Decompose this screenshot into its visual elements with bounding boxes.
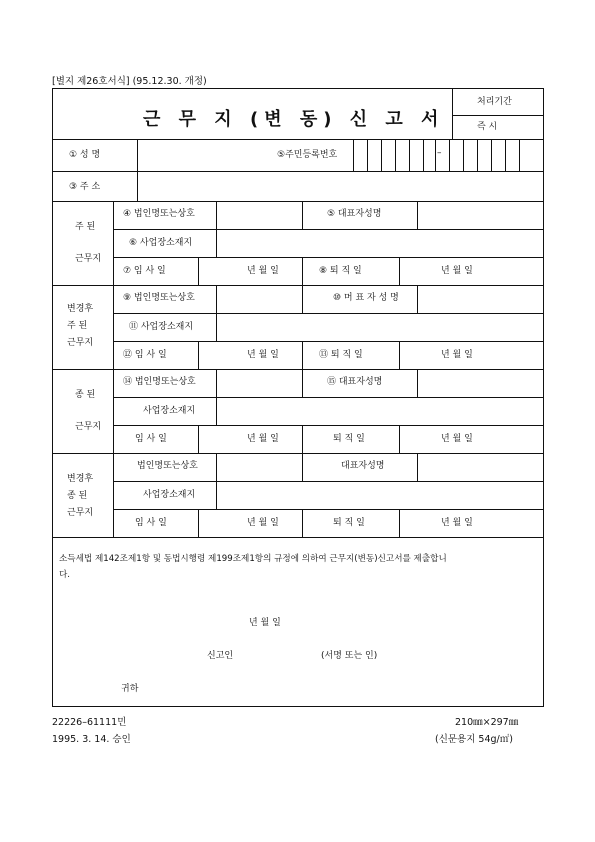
sub-corp-label: ⑭ 법인명또는상호 (123, 377, 196, 387)
approval-date: 1995. 3. 14. 승인 (52, 734, 131, 745)
form-number-label: [별지 제26호서식] (95.12.30. 개정) (52, 76, 207, 87)
processing-period-label: 처리기간 (477, 97, 512, 107)
main-leave-date: 년 월 일 (441, 266, 473, 276)
sub-leave-date: 년 월 일 (441, 434, 473, 444)
resident-number-label: ⑤주민등록번호 (277, 150, 338, 160)
report-form (52, 88, 544, 707)
signature-label: (서명 또는 인) (321, 651, 378, 661)
main-after-rep-label: ⑩ 머 표 자 성 명 (333, 293, 399, 303)
paper-type: (신문용지 54g/㎡) (435, 734, 513, 745)
main-after-hire-date: 년 월 일 (247, 350, 279, 360)
sub-after-label-3: 근무지 (67, 508, 94, 518)
sub-rep-label: ⑮ 대표자성명 (327, 377, 383, 387)
submission-date: 년 월 일 (249, 618, 281, 628)
main-leave-label: ⑧ 퇴 직 일 (319, 266, 362, 276)
sub-hire-date: 년 월 일 (247, 434, 279, 444)
form-code: 22226–61111민 (52, 717, 127, 728)
sub-after-label-2: 종 된 (67, 491, 88, 501)
main-hire-date: 년 월 일 (247, 266, 279, 276)
statement-line-1: 소득세법 제142조제1항 및 동법시행령 제199조제1항의 규정에 의하여 근무지(변동)신고서를 제출합니 (59, 554, 447, 564)
main-after-site-label: ⑪ 사업장소재지 (129, 322, 194, 332)
processing-period-value: 즉 시 (477, 122, 498, 132)
main-after-label-1: 변경후 (67, 304, 94, 314)
sub-site-label: 사업장소재지 (143, 406, 196, 416)
sub-after-leave-date: 년 월 일 (441, 518, 473, 528)
main-after-leave-date: 년 월 일 (441, 350, 473, 360)
sub-after-rep-label: 대표자성명 (341, 461, 385, 471)
main-after-corp-label: ⑨ 법인명또는상호 (123, 293, 195, 303)
sub-after-hire-label: 임 사 일 (135, 518, 167, 528)
sub-after-corp-label: 법인명또는상호 (137, 461, 198, 471)
applicant-label: 신고인 (207, 651, 234, 661)
sub-workplace-label-bottom: 근무지 (75, 422, 102, 432)
main-corp-label: ④ 법인명또는상호 (123, 209, 195, 219)
main-after-hire-label: ⑫ 임 사 일 (123, 350, 167, 360)
main-after-label-3: 근무지 (67, 338, 94, 348)
sub-after-label-1: 변경후 (67, 474, 94, 484)
main-after-leave-label: ⑬ 퇴 직 일 (319, 350, 363, 360)
main-workplace-label-bottom: 근무지 (75, 254, 102, 264)
sub-workplace-label-top: 종 된 (75, 390, 96, 400)
sub-leave-label: 퇴 직 일 (333, 434, 365, 444)
resident-number-dash: – (437, 148, 442, 158)
main-after-label-2: 주 된 (67, 321, 88, 331)
sub-after-site-label: 사업장소재지 (143, 490, 196, 500)
main-rep-label: ⑤ 대표자성명 (327, 209, 382, 219)
main-site-label: ⑥ 사업장소재지 (129, 238, 193, 248)
sub-after-hire-date: 년 월 일 (247, 518, 279, 528)
statement-line-2: 다. (59, 570, 71, 580)
paper-size: 210㎜×297㎜ (455, 717, 519, 728)
main-hire-label: ⑦ 임 사 일 (123, 266, 166, 276)
sub-after-leave-label: 퇴 직 일 (333, 518, 365, 528)
main-workplace-label-top: 주 된 (75, 222, 96, 232)
address-label: ③ 주 소 (69, 182, 101, 192)
recipient-label: 귀하 (121, 684, 139, 694)
sub-hire-label: 임 사 일 (135, 434, 167, 444)
form-title: 근 무 지 (변 동) 신 고 서 (143, 109, 445, 130)
name-label: ① 성 명 (69, 150, 101, 160)
